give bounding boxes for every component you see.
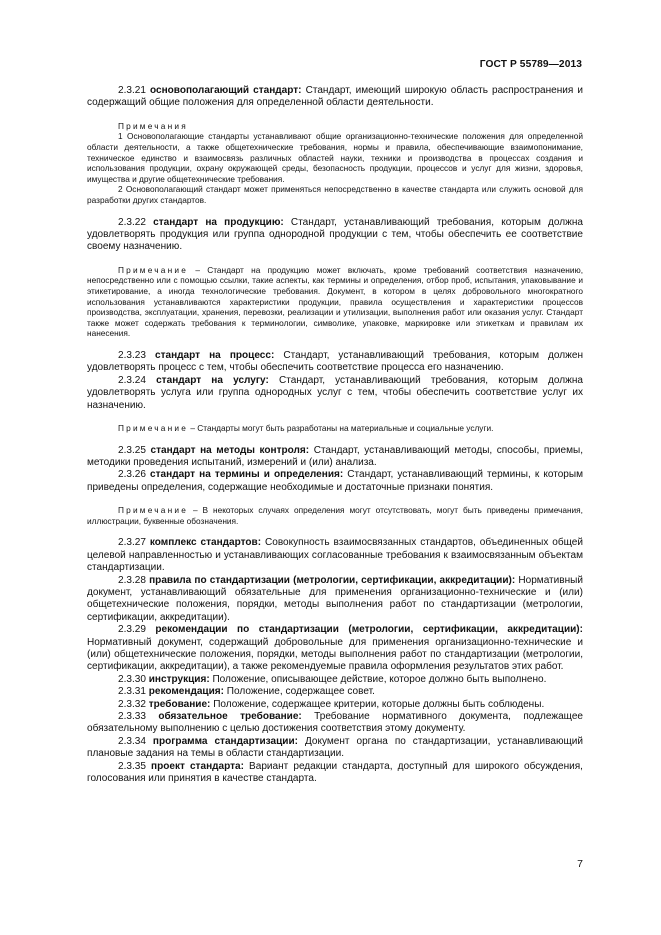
note-label: Примечание — [118, 505, 189, 516]
entry-term: стандарт на услугу: — [156, 374, 269, 386]
entry-term: правила по стандартизации (метрологии, сертификации, аккредитации): — [149, 574, 516, 586]
entry-term: стандарт на продукцию: — [153, 216, 284, 228]
entry-definition: Положение, описывающее действие, которое должно быть выполнено. — [209, 673, 547, 685]
entry-number: 2.3.28 — [118, 574, 146, 586]
entry-term: рекомендация: — [148, 686, 224, 698]
entry-number: 2.3.34 — [118, 735, 146, 747]
entry-number: 2.3.21 — [118, 85, 146, 96]
entry-number: 2.3.25 — [118, 444, 146, 456]
entry-2-3-28 — [87, 575, 583, 625]
entry-2-3-35 — [87, 761, 583, 786]
entry-term: стандарт на процесс: — [155, 349, 275, 361]
entry-number: 2.3.27 — [118, 537, 146, 549]
entry-number: 2.3.35 — [118, 760, 146, 772]
entry-number: 2.3.32 — [118, 698, 146, 710]
entry-2-3-24 — [87, 375, 583, 412]
entry-number: 2.3.22 — [118, 216, 146, 228]
entry-number: 2.3.23 — [118, 349, 146, 361]
entry-definition: Нормативный документ, содержащий добровольные для применения организационно-технические и (или) общетехнические положения, порядки, методы выполнения работ по стандартизации (метрологии, сертификации, аккредитации), а также рекомендуемые правила оформления результатов этих работ. — [87, 636, 583, 673]
entry-definition: Стандарт, имеющий широкую область распространения и содержащий общие положения для определенной области деятельности. — [87, 85, 584, 109]
entry-term: проект стандарта: — [151, 760, 244, 772]
entry-definition: Вариант редакции стандарта, доступный для широкого обсуждения, голосования или принятия в качестве стандарта. — [87, 760, 583, 785]
page-number: 7 — [577, 858, 583, 870]
entry-2-3-34 — [87, 736, 583, 761]
entry-term: рекомендации по стандартизации (метрологии, сертификации, аккредитации): — [155, 624, 583, 636]
entry-term: стандарт на термины и определения: — [150, 469, 344, 481]
note-text: В некоторых случаях определения могут отсутствовать, могут быть приведены примечания, иллюстрации, буквенные обозначения. — [87, 505, 583, 526]
entry-definition: Требование нормативного документа, подлежащее обязательному выполнению с целью достижения соответствия этому документу. — [87, 711, 583, 735]
entry-2-3-27 — [87, 537, 583, 574]
entry-term: программа стандартизации: — [152, 735, 298, 747]
entry-definition: Стандарт, устанавливающий требования, которым должен удовлетворять процесс с тем, чтобы обеспечить соответствие процесса его назначению. — [87, 349, 583, 374]
note-dash: – — [188, 505, 203, 516]
entry-term: требование: — [148, 698, 211, 710]
entry-2-3-31 — [87, 686, 583, 698]
entry-definition: Положение, содержащее совет. — [223, 686, 375, 698]
note-product-standard — [87, 265, 583, 339]
document-body — [87, 85, 583, 786]
entry-definition: Стандарт, устанавливающий требования, которым должна удовлетворять продукция или группа однородной продукции с тем, чтобы обеспечить ее соответствие своему назначению. — [87, 216, 583, 253]
entry-number: 2.3.26 — [118, 469, 146, 481]
note-label: Примечание — [118, 264, 189, 275]
entry-2-3-32 — [87, 699, 583, 711]
entry-definition: Нормативный документ, устанавливающий обязательные для применения организационно-технические и (или) общетехнические положения, порядки, методы выполнения работ по стандартизации (метрологии, сертификации, аккредитации). — [87, 574, 583, 623]
entry-definition: Положение, содержащее критерии, которые должны быть соблюдены. — [210, 698, 545, 710]
entry-term: обязательное требование: — [158, 711, 302, 723]
note-text: Стандарты могут быть разработаны на материальные и социальные услуги. — [197, 422, 494, 433]
note-item-1: 1 Основополагающие стандарты устанавливают общие организационно-технические положения для определенной области деятельности, а также общетехнические требования, нормы и правила, обеспечивающие взаимопонимание, техническое единство и взаимосвязь различных областей науки, техники и производства в процессах создания и использования продукции, охрану окружающей среды, безопасность продукции, процессов и услуг для жизни, здоровья, имущества и другие общетехнические требования. — [87, 131, 583, 184]
entry-definition: Стандарт, устанавливающий требования, которым должна удовлетворять услуга или группа однородных услуг с тем, чтобы обеспечить соответствие услуг их назначению. — [87, 374, 583, 411]
document-code: ГОСТ Р 55789—2013 — [479, 59, 582, 70]
entry-term: основополагающий стандарт: — [150, 85, 302, 96]
entry-2-3-26 — [87, 469, 583, 494]
entry-number: 2.3.24 — [118, 374, 146, 386]
entry-number: 2.3.31 — [118, 686, 146, 698]
entry-2-3-29 — [87, 624, 583, 674]
entry-number: 2.3.29 — [118, 624, 146, 636]
entry-2-3-21 — [87, 85, 583, 110]
entry-definition: Стандарт, устанавливающий термины, к которым приведены определения, содержащие необходимые и достаточные признаки понятия. — [87, 469, 583, 493]
entry-term: комплекс стандартов: — [149, 537, 262, 549]
note-dash: – — [188, 264, 208, 275]
entry-2-3-22 — [87, 217, 583, 254]
entry-2-3-25 — [87, 445, 583, 470]
entry-number: 2.3.33 — [118, 711, 146, 723]
note-label: Примечание — [118, 422, 189, 433]
note-services — [87, 423, 583, 434]
entry-definition: Совокупность взаимосвязанных стандартов, объединенных общей целевой направленностью и устанавливающих согласованные требования к взаимосвязанным объектам стандартизации. — [87, 537, 583, 574]
entry-term: инструкция: — [148, 673, 210, 685]
note-definitions — [87, 505, 583, 526]
note-item-2: 2 Основополагающий стандарт может применяться непосредственно в качестве стандарта или служить основой для разработки других стандартов. — [87, 184, 583, 205]
note-text: Стандарт на продукцию может включать, кроме требований соответствия назначению, непосредственно или с помощью ссылки, такие аспекты, как термины и определения, отбор проб, испытания, упаковывание и этикетирование, а иногда технологические требования. Документ, в котором в целях добровольного многократного использования устанавливаются характеристики продукции, правила осуществления и характеристики процессов производства, эксплуатации, хранения, перевозки, реализации и утилизации, выполнения работ или оказания услуг. Стандарт также может содержать требования к терминологии, символике, упаковке, маркировке или этикеткам и правилам их нанесения. — [87, 264, 583, 339]
entry-term: стандарт на методы контроля: — [150, 444, 310, 456]
entry-2-3-23 — [87, 350, 583, 375]
entry-2-3-30 — [87, 674, 583, 686]
entry-number: 2.3.30 — [118, 673, 146, 685]
note-dash: – — [188, 422, 198, 433]
note-heading: Примечания — [118, 120, 188, 131]
entry-2-3-33 — [87, 711, 583, 736]
entry-definition: Документ органа по стандартизации, устанавливающий плановые задания на темы в области стандартизации. — [87, 735, 583, 760]
entry-definition: Стандарт, устанавливающий методы, способы, приемы, методики проведения испытаний, измерений и (или) анализа. — [87, 444, 584, 468]
